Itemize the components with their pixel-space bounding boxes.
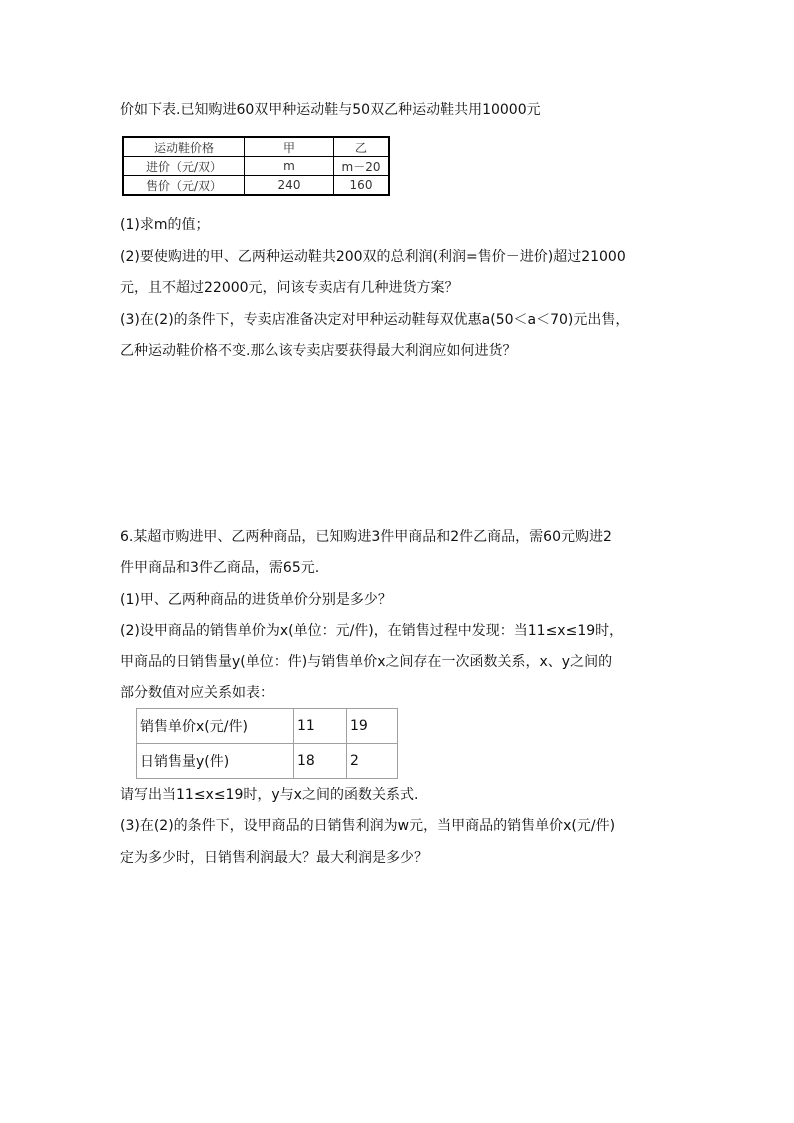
shoe-price-table — [122, 136, 390, 196]
table-cell: m — [245, 157, 334, 176]
q6-after-table: 请写出当11≤x≤19时，y与x之间的函数关系式. — [120, 787, 419, 803]
q6-part2-line1: (2)设甲商品的销售单价为x(单位：元/件)，在销售过程中发现：当11≤x≤19时， — [120, 623, 624, 639]
table-row — [137, 744, 398, 779]
sales-table — [136, 708, 398, 779]
table-cell: 运动鞋价格 — [123, 137, 245, 157]
table-row — [123, 137, 389, 157]
table-cell: 160 — [334, 176, 390, 196]
table-cell: 进价（元/双） — [123, 157, 245, 176]
table-cell: 11 — [294, 709, 347, 744]
q6-part2-line2: 甲商品的日销售量y(单位：件)与销售单价x之间存在一次函数关系，x、y之间的 — [120, 654, 613, 670]
table-cell: 甲 — [245, 137, 334, 157]
q5-part3-line2: 乙种运动鞋价格不变.那么该专卖店要获得最大利润应如何进货？ — [120, 343, 517, 359]
q6-part1: (1)甲、乙两种商品的进货单价分别是多少？ — [120, 592, 392, 608]
q6-stem-line2: 件甲商品和3件乙商品，需65元. — [120, 560, 320, 576]
table-cell: 2 — [347, 744, 398, 779]
q6-part3-line2: 定为多少时，日销售利润最大？最大利润是多少？ — [120, 850, 428, 866]
table-cell: 日销售量y(件) — [137, 744, 294, 779]
q5-part1: (1)求m的值； — [120, 217, 210, 233]
table-cell: 销售单价x(元/件) — [137, 709, 294, 744]
table-cell: 19 — [347, 709, 398, 744]
q6-part3-line1: (3)在(2)的条件下，设甲商品的日销售利润为w元，当甲商品的销售单价x(元/件) — [120, 818, 616, 834]
q6-part2-line3: 部分数值对应关系如表： — [120, 685, 274, 701]
q5-part2-line2: 元，且不超过22000元，问该专卖店有几种进货方案？ — [120, 280, 459, 296]
table-cell: 售价（元/双） — [123, 176, 245, 196]
table-row — [137, 709, 398, 744]
q6-stem-line1: 6.某超市购进甲、乙两种商品，已知购进3件甲商品和2件乙商品，需60元购进2 — [120, 529, 612, 545]
table-cell: 乙 — [334, 137, 390, 157]
table-cell: m－20 — [334, 157, 390, 176]
table-cell: 18 — [294, 744, 347, 779]
table-row — [123, 176, 389, 196]
intro-text: 价如下表.已知购进60双甲种运动鞋与50双乙种运动鞋共用10000元 — [120, 102, 541, 118]
table-cell: 240 — [245, 176, 334, 196]
table-row — [123, 157, 389, 176]
q5-part2-line1: (2)要使购进的甲、乙两种运动鞋共200双的总利润(利润=售价－进价)超过21000 — [120, 249, 626, 265]
q5-part3-line1: (3)在(2)的条件下，专卖店准备决定对甲种运动鞋每双优惠a(50＜a＜70)元出售， — [120, 312, 630, 328]
